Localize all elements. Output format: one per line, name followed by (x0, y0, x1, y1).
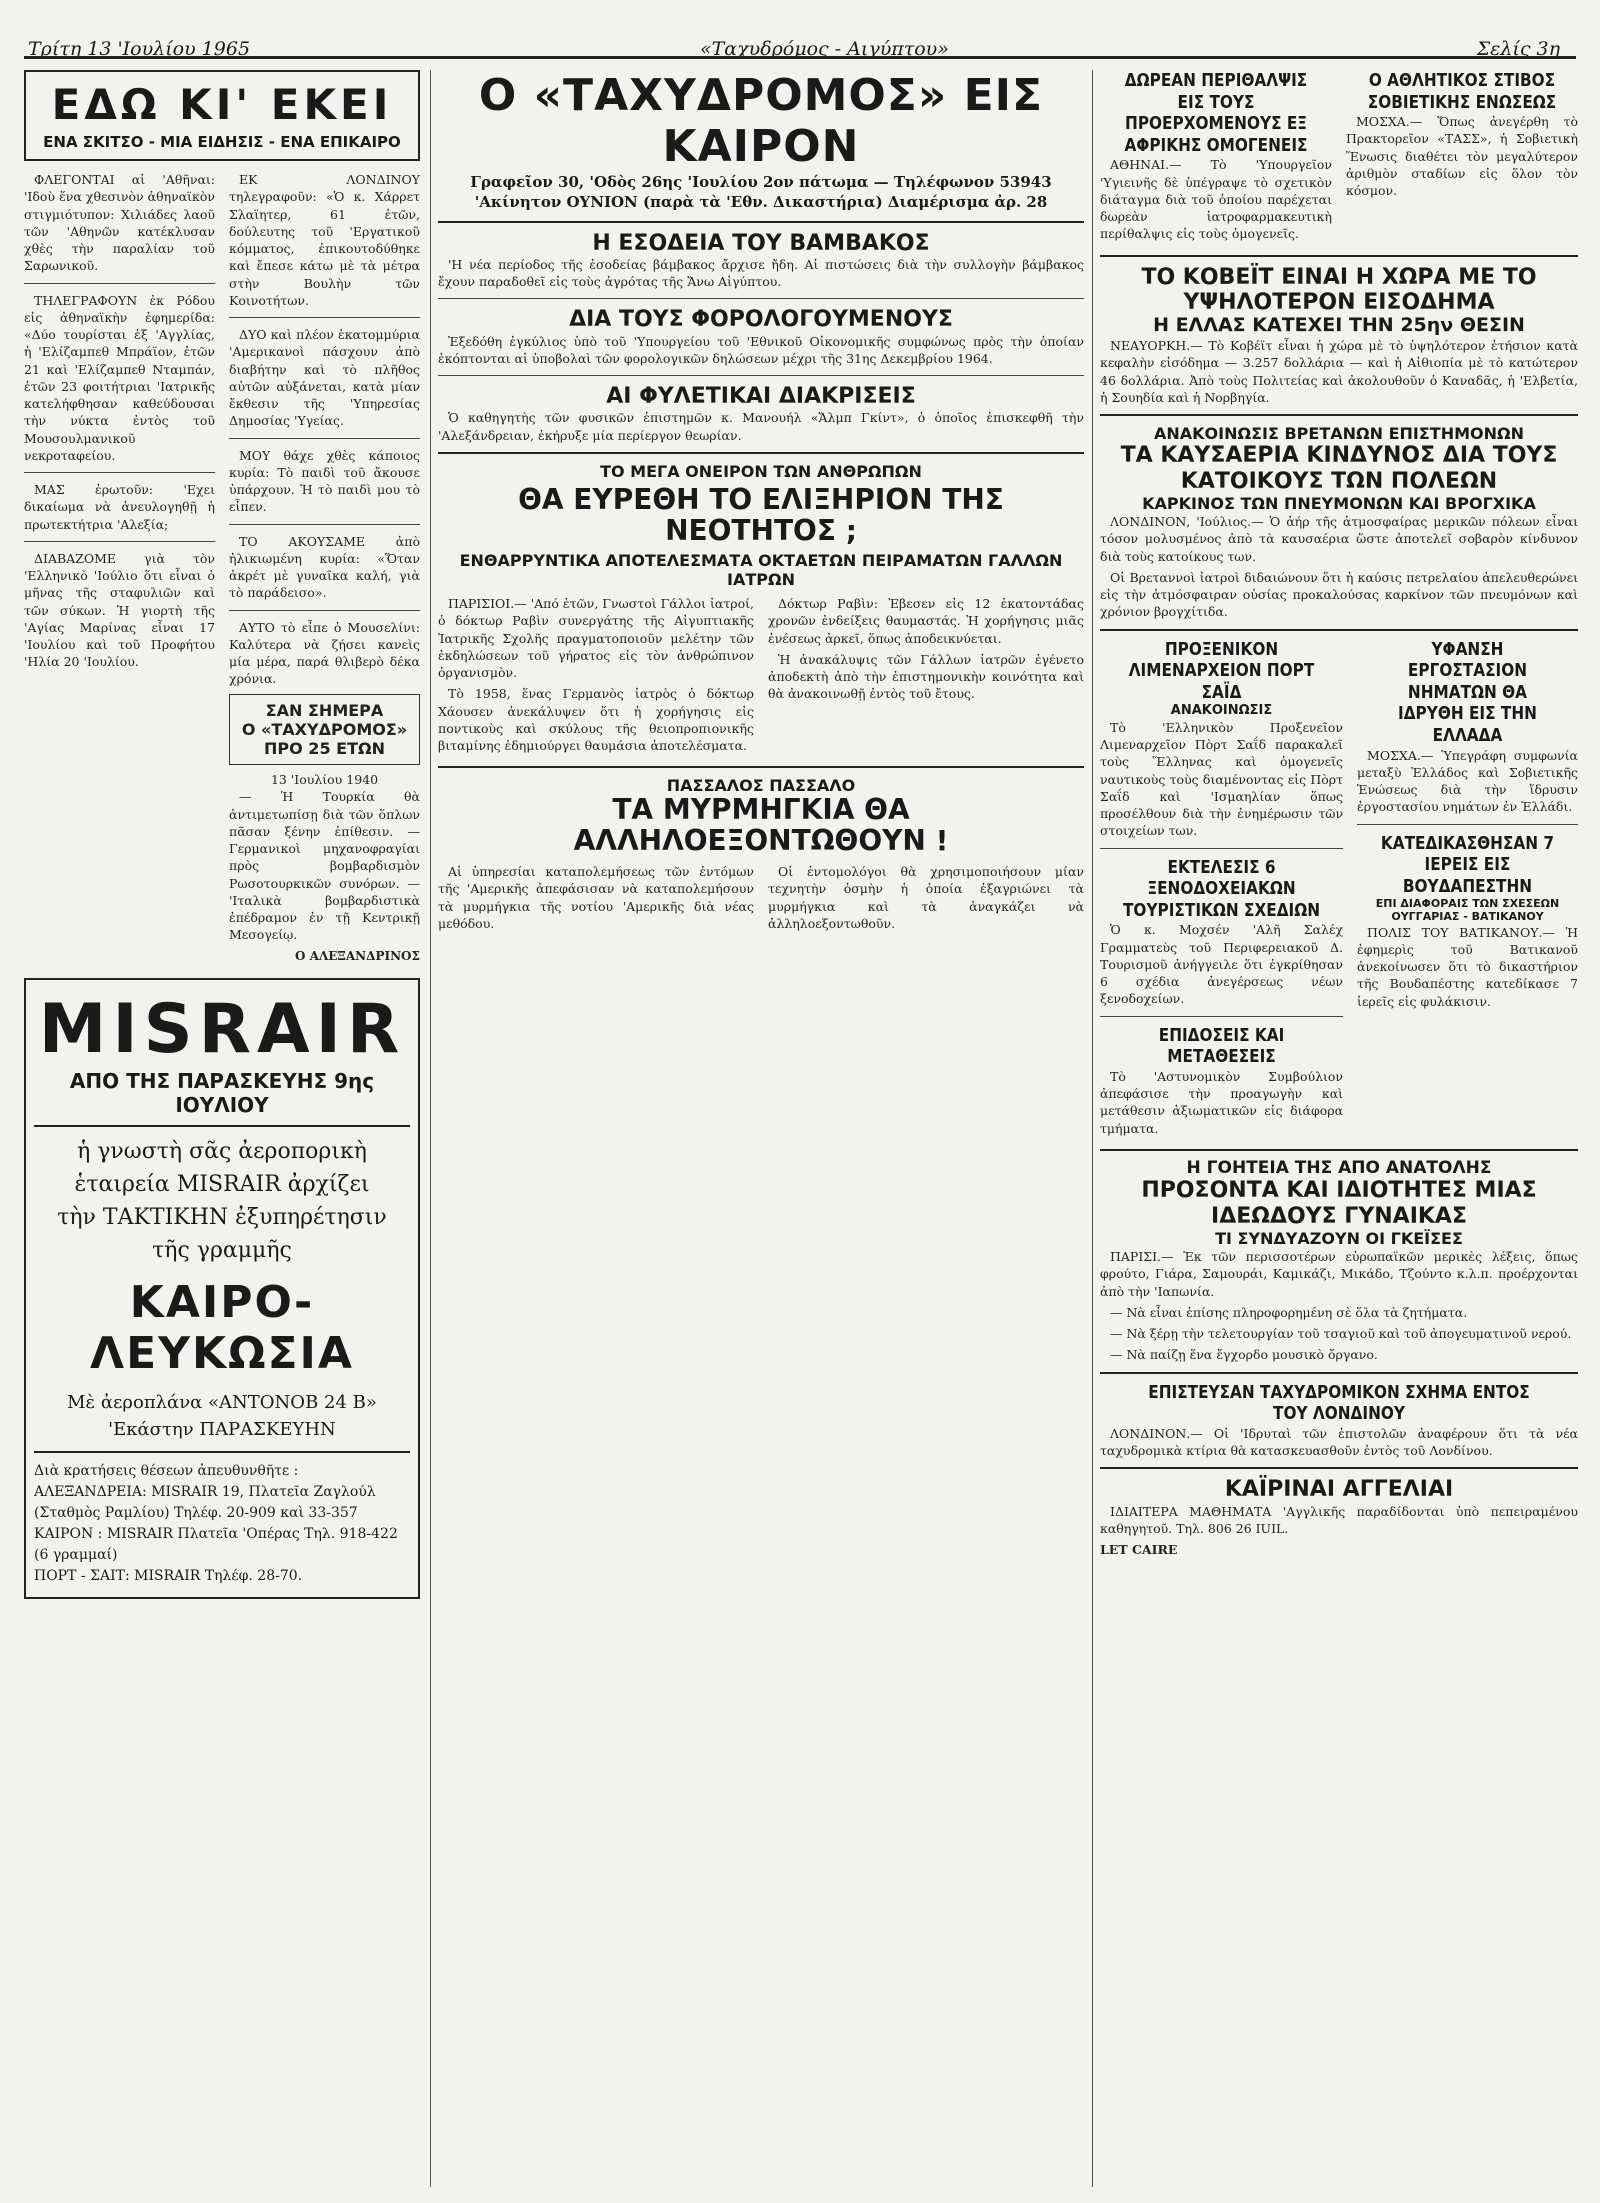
embassy-subheading: ΑΝΑΚΟΙΝΩΣΙΣ (1170, 703, 1273, 719)
article-text: ΛΟΝΔΙΝΟΝ.— Οἱ 'Ιδρυταὶ τῶν ἐπιστολῶν ἀναφέρουν ὅτι τὰ νέα ταχυδρομικὰ κτίρια θὰ κατασκευασθοῦν ἐντὸς τοῦ Λονδίνου. (1100, 1425, 1578, 1459)
article-text: Τὸ 1958, ἕνας Γερμανὸς ἰατρὸς ὁ δόκτωρ Χάουσεν ἀνεκάλυψεν ὅτι ἡ χορήγησις εἰς ποντικοὺς καὶ σκύλους τῆς θειοπροπιονικῆς βιταμίνης ἐδημιούργει θαυμάσια ἀποτελέσματα. (438, 686, 754, 754)
ad-brand: MISRAIR (38, 990, 406, 1070)
cairo-office-heading: Ο «ΤΑΧΥΔΡΟΜΟΣ» ΕΙΣ ΚΑΙΡΟΝ (478, 70, 1044, 172)
article-text: Ἡ ἀνακάλυψις τῶν Γάλλων ἰατρῶν ἐγένετο ἀποδεκτὴ ἀπὸ τὴν ἐπιστημονικὴν κοινότητα καὶ θὰ ἀνακοινωθῇ ἐντὸς τοῦ ἔτους. (768, 651, 1084, 702)
snippets-left (24, 171, 215, 964)
ad-cairo: ΚΑΙΡΟΝ : MISRAIR Πλατεῖα 'Οπέρας Τηλ. 918-422 (6 γραμμαί) (34, 1526, 398, 1564)
article-text: Ὁ κ. Μοχσέν 'Αλῆ Σαλέχ Γραμματεὺς τοῦ Περιφερειακοῦ Δ. Τουρισμοῦ ἀνήγγειλε ὅτι ἐγκρίθησαν 6 σχέδια ἀνεγέρσεως νέων ξενοδοχείων. (1100, 922, 1344, 1007)
brief-heading: ΔΩΡΕΑΝ ΠΕΡΙΘΑΛΨΙΣ ΕΙΣ ΤΟΥΣ ΠΡΟΕΡΧΟΜΕΝΟΥΣ ΕΞ ΑΦΡΙΚΗΣ ΟΜΟΓΕΝΕΙΣ (1124, 70, 1308, 156)
article-text: ΜΟΣΧΑ.— Ὑπεγράφη συμφωνία μεταξὺ Ἑλλάδος καὶ Σοβιετικῆς Ἑνώσεως διὰ τὴν ἵδρυσιν ἐργοστασίου νημάτων ἐν Ἑλλάδι. (1357, 747, 1578, 815)
ants-heading: ΤΑ ΜΥΡΜΗΓΚΙΑ ΘΑ ΑΛΛΗΛΟΕΞΟΝΤΩΘΟΥΝ ! (573, 793, 949, 858)
post-heading: ΕΠΙΣΤΕΥΣΑΝ ΤΑΧΥΔΡΟΜΙΚΟΝ ΣΧΗΜΑ ΕΝΤΟΣ ΤΟΥ ΛΟΝΔΙΝΟΥ (1148, 1381, 1530, 1425)
masthead (0, 0, 1600, 68)
article-text: ΜΟΣΧΑ.— Ὅπως ἀνεγέρθη τὸ Πρακτορεῖον «ΤΑΣΣ», ἡ Σοβιετικὴ Ἕνωσις διαθέτει τὸν μεγαλύτερον ἀριθμὸν σταδίων εἰς ὅλον τὸν κόσμον. (1346, 114, 1578, 199)
tribal-heading: ΑΙ ΦΥΛΕΤΙΚΑΙ ΔΙΑΚΡΙΣΕΙΣ (606, 384, 916, 410)
issue-date: Τρίτη 13 'Ιουλίου 1965 (28, 38, 251, 60)
article-text: Ὁ καθηγητὴς τῶν φυσικῶν ἐπιστημῶν κ. Μανουήλ «Ἄλμπ Γκίντ», ὁ ὁποῖος ἐπισκεφθῆ τὴν 'Αλεξάνδρειαν, ἐκήρυξε μία περίεργον θεωρίαν. (438, 410, 1084, 443)
ants-article (438, 863, 1084, 936)
article-text: ΠΑΡΙΣΙ.— Ἐκ τῶν περισσοτέρων εὐρωπαϊκῶν μερικὲς λέξεις, ὅπως φρούτο, Γιάρα, Σαμουράι, Καμικάζι, Μικάδο, Τζούντο κ.λ.π. προέρχονται ἀπὸ τὴν 'Ιαπωνία. (1100, 1249, 1578, 1299)
lower-right (1100, 639, 1578, 1141)
cotton-article (438, 256, 1084, 291)
tourism-heading: ΕΚΤΕΛΕΣΙΣ 6 ΞΕΝΟΔΟΧΕΙΑΚΩΝ ΤΟΥΡΙΣΤΙΚΩΝ ΣΧΕΔΙΩΝ (1122, 856, 1321, 921)
snippets-right (229, 171, 420, 964)
cairo-office-address: Γραφεῖον 30, 'Οδὸς 26ης 'Ιουλίου 2ον πάτωμα — Τηλέφωνον 53943 (470, 173, 1052, 191)
brief-2 (1346, 70, 1578, 247)
paper-name: «Ταχυδρόμος - Αιγύπτου» (700, 38, 949, 60)
snippet: ΔΥΟ καὶ πλέον ἑκατομμύρια 'Αμερικανοὶ πάσχουν ἀπὸ διαβήτην καὶ τὸ πλῆθος αὐτῶν αὐξάνεται, κατὰ μίαν ἔκθεσιν τῆς 'Υπηρεσίας Δημοσίας 'Υγείας. (229, 327, 420, 429)
classifieds-heading: ΚΑΪΡΙΝΑΙ ΑΓΓΕΛΙΑΙ (1224, 1477, 1454, 1503)
ad-body-2: ἑταιρεία MISRAIR ἀρχίζει (74, 1172, 370, 1198)
article-text: Αἱ ὑπηρεσίαι καταπολεμήσεως τῶν ἐντόμων τῆς 'Αμερικῆς ἀπεφάσισαν νὰ καταπολεμήσουν τὰ μυρμήγκια τῆς νοτίου 'Αμερικῆς διὰ νέας μεθόδου. (438, 864, 754, 931)
today-subheading: Ο «ΤΑΧΥΔΡΟΜΟΣ» ΠΡΟ 25 ΕΤΩΝ (241, 719, 408, 758)
top-briefs (1100, 70, 1578, 247)
today-body: — Ἡ Τουρκία θὰ ἀντιμετωπίσῃ διὰ τῶν ὅπλων πᾶσαν ξένην ἐπίθεσιν. — Γερμανικοὶ μηχανοφραγίαι πρὸς βομβαρδισμὸν Ρωσοτουρκικῶν συνόρων. — 'Ιταλικὰ βομβαρδιστικὰ ἐπέδραμον ἐν τῇ Κεντρικῇ Μεσογείῳ. (229, 789, 420, 943)
today-date: 13 'Ιουλίου 1940 (270, 772, 379, 788)
ants-col-2 (768, 863, 1084, 936)
column-center (438, 70, 1084, 2187)
article-text: ΠΑΡΙΣΙΟΙ.— 'Από ἐτῶν, Γνωστοὶ Γάλλοι ἰατροί, ὁ δόκτωρ Ραβὶν συνεργάτης τῆς Αἰγυπτιακῆς Ἰατρικῆς Σχολῆς πραγματοποιοῦν μελέτην τῶν ἐκδηλώσεων τοῦ γήρατος εἰς τὸν ἀνθρώπινον ὀργανισμὸν. (438, 596, 754, 681)
article-text: Ἐξεδόθη ἐγκύλιος ὑπὸ τοῦ 'Υπουργείου τοῦ 'Εθνικοῦ Οἰκονομικῆς συμφώνως πρὸς τὴν ὁποίαν ἐκόπτονται αἱ ὑποβολαὶ τῶν φορολογικῶν δηλώσεων μέχρι τῆς 31ης Δεκεμβρίου 1964. (438, 333, 1084, 366)
article-text: Οἱ ἐντομολόγοι θὰ χρησιμοποιήσουν μίαν τεχνητὴν ὀσμὴν ἡ ὁποία ἐξαγριώνει τὰ μυρμήγκια καὶ τὰ ἀναγκάζει νὰ ἀλληλοεξοντωθοῦν. (768, 864, 1084, 931)
charm-heading: ΠΡΟΣΟΝΤΑ ΚΑΙ ΙΔΙΟΤΗΤΕΣ ΜΙΑΣ ΙΔΕΩΔΟΥΣ ΓΥΝΑΙΚΑΣ (1141, 1178, 1537, 1229)
lower-right-a (1100, 639, 1343, 1141)
column-right (1100, 70, 1578, 2187)
section-subtitle: ΕΝΑ ΣΚΙΤΣΟ - ΜΙΑ ΕΙΔΗΣΙΣ - ΕΝΑ ΕΠΙΚΑΙΡΟ (43, 133, 401, 151)
article-text: ΛΟΝΔΙΝΟΝ, 'Ιούλιος.— Ὁ ἀήρ τῆς ἀτμοσφαίρας μερικῶν πόλεων εἶναι τόσον μολυσμένος ἀπὸ τὰ καυσαέρια ὥστε ἀποτελεῖ σοβαρὸν κίνδυνον διὰ τοὺς κατοίκους των. (1100, 514, 1578, 564)
british-heading: ΑΝΑΚΟΙΝΩΣΙΣ ΒΡΕΤΑΝΩΝ ΕΠΙΣΤΗΜΟΝΩΝ (1154, 424, 1524, 444)
snippet: ΦΛΕΓΟΝΤΑΙ αἱ 'Αθῆναι: 'Ιδοὺ ἕνα χθεσινὸν ἀθηναϊκὸν στιγμιότυπον: Χιλιάδες λαοῦ τῶν 'Αθηνῶν κατέκλυσαν χθὲς τὴν παραλίαν τοῦ Σαρωνικοῦ. (24, 172, 215, 274)
today-heading: ΣΑΝ ΣΗΜΕΡΑ (265, 700, 384, 720)
ants-col-1 (438, 863, 754, 936)
kuwait-subheading: Η ΕΛΛΑΣ ΚΑΤΕΧΕΙ ΤΗΝ 25ην ΘΕΣΙΝ (1153, 314, 1525, 337)
today-box (229, 694, 420, 766)
ad-info: Διὰ κρατήσεις θέσεων ἀπευθυνθῆτε : (34, 1463, 299, 1480)
lower-right-b (1357, 639, 1578, 1141)
yarn-heading: ΥΦΑΝΣΗ ΕΡΓΟΣΤΑΣΙΟΝ ΝΗΜΑΤΩΝ ΘΑ ΙΔΡΥΘΗ ΕΙΣ ΤΗΝ ΕΛΛΑΔΑ (1398, 638, 1537, 746)
column-divider (430, 70, 431, 2187)
snippet: ΔΙΑΒΑΖΟΜΕ γιὰ τὸν 'Ελληνικὸ 'Ιούλιο ὅτι εἶναι ὁ μῆνας τῆς σταφυλιῶν καὶ τῶν σύκων. Ἡ γιορτὴ τῆς 'Αγίας Μαρίνας εἶναι 17 'Ιουλίου καὶ τοῦ Προφήτου 'Ηλία 20 'Ιουλίου. (24, 550, 215, 670)
ad-plane: Μὲ ἀεροπλάνα «ΑΝΤΟΝΟΒ 24 Β» (67, 1392, 377, 1414)
classified-text: ΙΔΙΑΙΤΕΡΑ ΜΑΘΗΜΑΤΑ 'Αγγλικῆς παραδίδονται ὑπὸ πεπειραμένου καθηγητοῦ. Τηλ. 806 26 ΙUΙL. (1100, 1503, 1578, 1536)
cotton-heading: Η ΕΣΟΔΕΙΑ ΤΟΥ ΒΑΜΒΑΚΟΣ (592, 230, 930, 256)
kuwait-heading: ΤΟ ΚΟΒΕΪΤ ΕΙΝΑΙ Η ΧΩΡΑ ΜΕ ΤΟ ΥΨΗΛΟΤΕΡΟΝ ΕΙΣΟΔΗΜΑ (1141, 264, 1537, 315)
article-text: — Νὰ εἶναι ἐπίσης πληροφορημένη σὲ ὅλα τὰ ζητήματα. (1110, 1304, 1468, 1320)
snippet: ΤΟ ΑΚΟΥΣΑΜΕ ἀπὸ ἡλικιωμένη κυρία: «Ὅταν ἀκρέτ μὲ γυναῖκα καλή, γιὰ τὸ παράδεισο». (229, 533, 420, 601)
ad-schedule: 'Εκάστην ΠΑΡΑΣΚΕΥΗΝ (108, 1419, 336, 1441)
taxpayers-heading: ΔΙΑ ΤΟΥΣ ΦΟΡΟΛΟΓΟΥΜΕΝΟΥΣ (569, 307, 953, 333)
article-text: ΑΘΗΝΑΙ.— Τὸ 'Υπουργεῖον 'Υγιεινῆς δὲ ὑπέγραψε τὸ σχετικὸν διάταγμα διὰ τοῦ ὁποίου παρέχεται δωρεὰν ἰατροφαρμακευτικὴ περίθαλψις εἰς τοὺς ὁμογενεῖς. (1100, 157, 1332, 242)
taxpayers-article (438, 333, 1084, 368)
priests-subheading: ΕΠΙ ΔΙΑΦΟΡΑΙΣ ΤΩΝ ΣΧΕΣΕΩΝ ΟΥΓΓΑΡΙΑΣ - ΒΑΤΙΚΑΝΟΥ (1375, 897, 1560, 924)
snippet: ΤΗΛΕΓΡΑΦΟΥΝ ἐκ Ρόδου εἰς ἀθηναϊκὴν ἐφημερίδα: «Δύο τουρίσται ἐξ 'Αγγλίας, ἡ 'Ελίζαμπεθ Μπράϊον, ἐτῶν 21 καὶ 'Ελίζαμπεθ Νταμπάν, ἐτῶν 23 φοιτήτριαι 'Ιατρικῆς κατελήφθησαν καθεύδουσαι τὴν νύκτα ἐντὸς τοῦ Μουσουλμανικοῦ νεκροταφείου. (24, 292, 215, 463)
classified-tail: LET CAIRE (1100, 1542, 1178, 1558)
elixir-subheading: ΕΝΘΑΡΡΥΝΤΙΚΑ ΑΠΟΤΕΛΕΣΜΑΤΑ ΟΚΤΑΕΤΩΝ ΠΕΙΡΑΜΑΤΩΝ ΓΑΛΛΩΝ ΙΑΤΡΩΝ (459, 550, 1063, 589)
article-text: 'Η νέα περίοδος τῆς ἐσοδείας βάμβακος ἄρχισε ἤδη. Αἱ πιστώσεις διὰ τὴν συλλογὴν βάμβακος ἔχουν παραδοθεῖ εἰς τοὺς ἀγρότας τῆς Ἄνω Αἰγύπτου. (438, 256, 1084, 290)
brief-heading: Ο ΑΘΛΗΤΙΚΟΣ ΣΤΙΒΟΣ ΣΟΒΙΕΤΙΚΗΣ ΕΝΩΣΕΩΣ (1367, 70, 1557, 113)
snippets (24, 171, 420, 964)
today-signature: Ο ΑΛΕΞΑΝΔΡΙΝΟΣ (295, 948, 420, 963)
section-title: ΕΔΩ ΚΙ' ΕΚΕΙ (51, 80, 393, 129)
snippet: ΜΟΥ θάχε χθὲς κάποιος κυρία: Τὸ παιδὶ τοῦ ἄκουσε ὑπάρχουν. Ἡ τὸ παιδὶ μου τὸ εἶπεν. (229, 447, 420, 515)
elixir-col-1 (438, 595, 754, 758)
ad-port-said: ΠΟΡΤ - ΣΑΙΤ: MISRAIR Τηλέφ. 28-70. (34, 1568, 303, 1585)
article-text: Οἱ Βρεταννοὶ ἰατροὶ διδαιώνουν ὅτι ἡ καύσις πετρελαίου ἀπελευθερώνει εἰς τὴν ἀτμόσφαιραν οὐσίας προκαλούσας καρκίνον τῶν πνευμόνων καὶ χρόνιον βρογχίτιδα. (1100, 569, 1578, 620)
ad-body-1: ἡ γνωστὴ σᾶς ἀεροπορικὴ (77, 1139, 367, 1165)
ad-body-3: τὴν ΤΑΚΤΙΚΗΝ ἐξυπηρέτησιν (57, 1205, 387, 1231)
exhaust-heading: ΤΑ ΚΑΥΣΑΕΡΙΑ ΚΙΝΔΥΝΟΣ ΔΙΑ ΤΟΥΣ ΚΑΤΟΙΚΟΥΣ ΤΩΝ ΠΟΛΕΩΝ (1120, 443, 1558, 494)
article-text: Δόκτωρ Ραβὶν: Ἐβεσεν εἰς 12 ἑκατοντάδας χρονῶν ἐνδείξεις θαυμαστάς. Ἡ χορήγησις μιᾶς ἐνέσεως ἀρκεῖ, ὅπως ἀποδεικνύεται. (768, 596, 1084, 646)
ants-prefix: ΠΑΣΣΑΛΟΣ ΠΑΣΣΑΛΟ (666, 776, 856, 796)
article-text: ΝΕΑΥΟΡΚΗ.— Τὸ Κοβέϊτ εἶναι ἡ χώρα μὲ τὸ ὑψηλότερον ἐτήσιον κατὰ κεφαλὴν εἰσόδημα — 3.257 δολλάρια — καὶ ἡ Αἰθιοπία μὲ τὸ κατώτερον 46 δολλάρια. Ἀπὸ τοὺς Πολιτείας καὶ ἀκολουθοῦν ὁ Καναδᾶς, ἡ 'Ελβετία, ἡ Σουηδία καὶ ἡ Νορβηγία. (1100, 338, 1578, 405)
exhaust-subheading: ΚΑΡΚΙΝΟΣ ΤΩΝ ΠΝΕΥΜΟΝΩΝ ΚΑΙ ΒΡΟΓΧΙΚΑ (1142, 493, 1536, 513)
ad-alexandria: ΑΛΕΞΑΝΔΡΕΙΑ: MISRAIR 19, Πλατεῖα Ζαγλούλ (Σταθμὸς Ραμλίου) Τηλέφ. 20-909 καὶ 33-357 (34, 1484, 376, 1522)
ad-start: ΑΠΟ ΤΗΣ ΠΑΡΑΣΚΕΥΗΣ 9ης ΙΟΥΛΙΟΥ (69, 1069, 375, 1118)
snippet: ΕΚ ΛΟΝΔΙΝΟΥ τηλεγραφοῦν: «Ὁ κ. Χάρρετ Σλαϊητερ, 61 ἐτῶν, δούλευτης τοῦ 'Εργατικοῦ κόμματος, ἐπικουτοδύθηκε καὶ ἔπεσε κάτω μὲ τὰ μέτρα στὴν Βουλὴν τῶν Κοινοτήτων. (229, 172, 420, 308)
elixir-heading: ΘΑ ΕΥΡΕΘΗ ΤΟ ΕΛΙΞΗΡΙΟΝ ΤΗΣ ΝΕΟΤΗΤΟΣ ; (518, 483, 1004, 547)
embassy-heading: ΠΡΟΞΕΝΙΚΟΝ ΛΙΜΕΝΑΡΧΕΙΟΝ ΠΟΡΤ ΣΑΪΔ (1128, 638, 1315, 703)
misrair-advertisement (24, 978, 420, 1599)
page-number: Σελίς 3η (1476, 38, 1560, 60)
column-left (24, 70, 420, 2187)
snippet: ΜΑΣ ἐρωτοῦν: 'Εχει δικαίωμα νὰ ἀνευλογηθῇ ἡ πρωτεκτήτρια 'Αλεξία; (24, 482, 215, 532)
tribal-article (438, 409, 1084, 444)
elixir-col-2 (768, 595, 1084, 758)
article-text: ΠΟΛΙΣ ΤΟΥ ΒΑΤΙΚΑΝΟΥ.— Ἡ ἐφημερὶς τοῦ Βατικανοῦ ἀνεκοίνωσεν ὅτι τὸ δικαστήριον τῆς Βουδαπέστης κατεδίκασε 7 ἱερεῖς εἰς φυλάκισιν. (1357, 924, 1578, 1009)
section-header (24, 70, 420, 161)
article-text: — Νὰ παίζῃ ἕνα ἔγχορδο μουσικὸ ὄργανο. (1110, 1347, 1378, 1363)
ad-route: ΚΑΙΡΟ-ΛΕΥΚΩΣΙΑ (90, 1277, 354, 1380)
cairo-office-address-2: 'Ακίνητον ΟΥΝΙΟΝ (παρὰ τὰ 'Εθν. Δικαστήρια) Διαμέρισμα ἀρ. 28 (474, 193, 1048, 212)
ad-body-4: τῆς γραμμῆς (152, 1238, 292, 1264)
article-text: — Νὰ ξέρῃ τὴν τελετουργίαν τοῦ τσαγιοῦ καὶ τοῦ ἀπογευματινοῦ νερού. (1110, 1326, 1572, 1342)
brief-1 (1100, 70, 1332, 247)
column-divider (1092, 70, 1093, 2187)
priests-heading: ΚΑΤΕΔΙΚΑΣΘΗΣΑΝ 7 ΙΕΡΕΙΣ ΕΙΣ ΒΟΥΔΑΠΕΣΤΗΝ (1380, 832, 1555, 897)
charm-subheading: ΤΙ ΣΥΝΔΥΑΖΟΥΝ ΟΙ ΓΚΕΪΣΕΣ (1215, 1229, 1463, 1249)
article-text: Τὸ 'Αστυνομικὸν Συμβούλιον ἀπεφάσισε τὴν προαγωγὴν καὶ μετάθεσιν ἀξιωματικῶν εἰς διάφορα τμήματα. (1100, 1068, 1344, 1136)
masthead-rule (24, 56, 1576, 59)
snippet: ΑΥΤΟ τὸ εἶπε ὁ Μουσελίνι: Καλύτερα νὰ ζήσει κανεὶς μία μέρα, παρά θλιβερὸ δέκα χρόνια. (229, 619, 420, 687)
promotions-heading: ΕΠΙΔΟΣΕΙΣ ΚΑΙ ΜΕΤΑΘΕΣΕΙΣ (1158, 1024, 1285, 1068)
charm-kicker: Η ΓΟΗΤΕΙΑ ΤΗΣ ΑΠΟ ΑΝΑΤΟΛΗΣ (1186, 1157, 1492, 1178)
dream-heading: ΤΟ ΜΕΓΑ ΟΝΕΙΡΟΝ ΤΩΝ ΑΝΘΡΩΠΩΝ (600, 461, 922, 481)
article-text: Τὸ 'Ελληνικὸν Προξενεῖον Λιμεναρχεῖον Πὸρτ Σαΐδ παρακαλεῖ τοὺς Ἕλληνας καὶ ὁμογενεῖς ναυτικοὺς τοὺς διαμένοντας εἰς Πὸρτ Σαΐδ καὶ 'Ισμαηλίαν ὅπως προσέλθουν διὰ τὴν ἐνημέρωσιν τῶν στοιχείων των. (1100, 719, 1344, 839)
elixir-article (438, 595, 1084, 758)
